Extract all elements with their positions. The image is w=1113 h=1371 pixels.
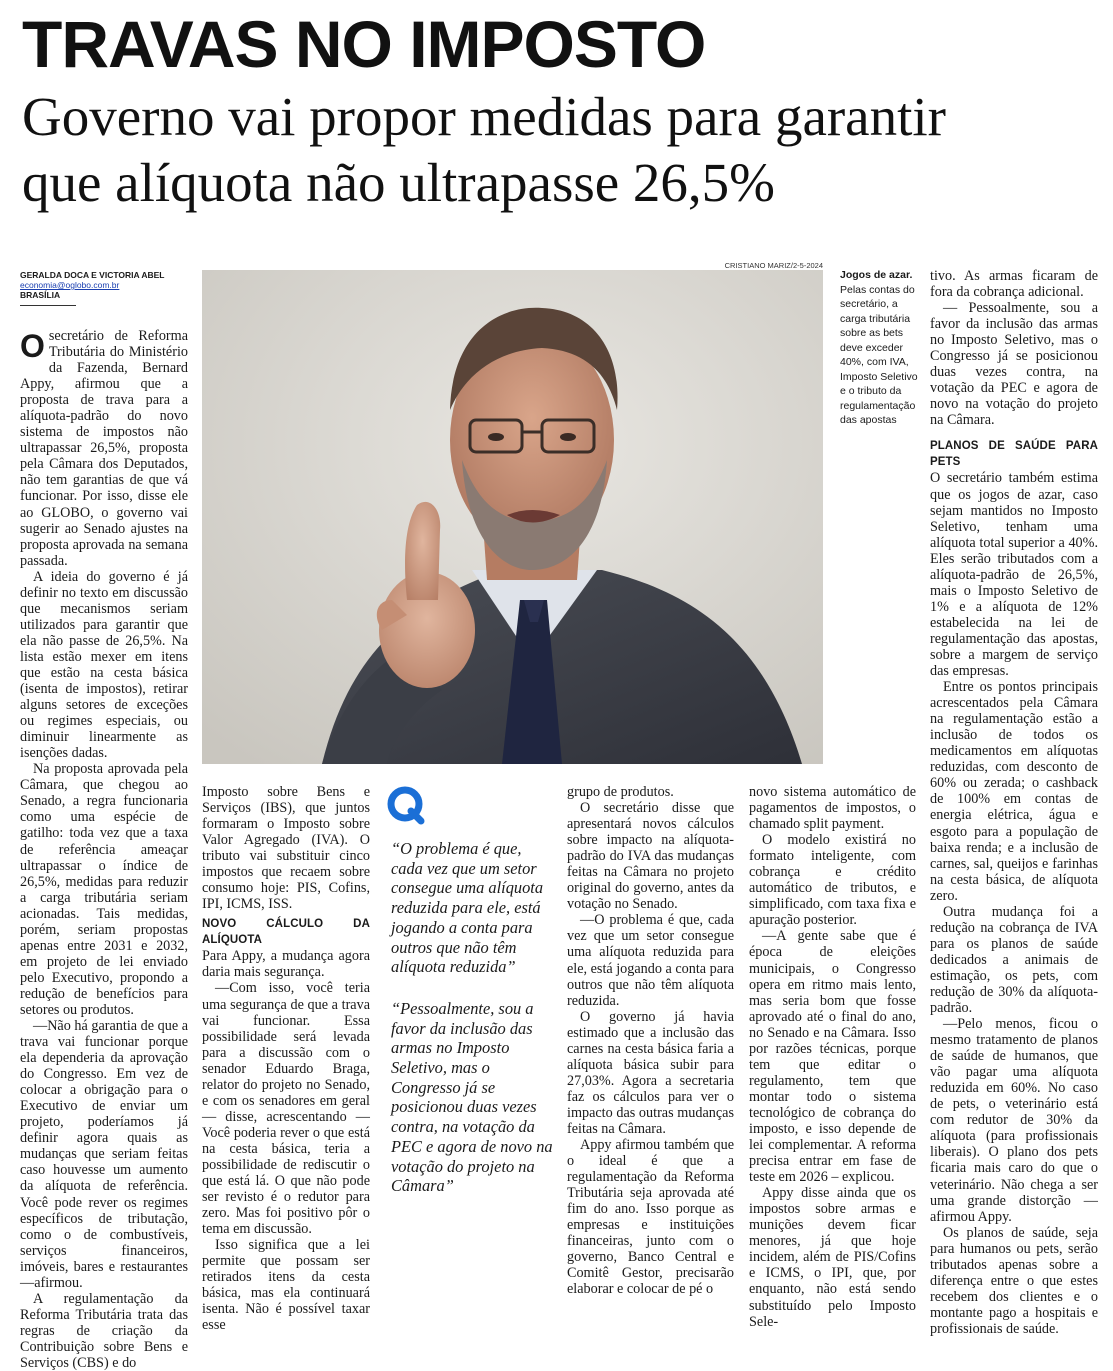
pull-quote-1: “O problema é que, cada vez que um setor consegue uma alíquota reduzida para ele, está jogando a conta para outros que não têm alíquota reduzida”	[391, 839, 544, 977]
headline-line-1: Governo vai propor medidas para garantir	[22, 86, 946, 147]
paragraph: Osecretário de Reforma Tributária do Ministério da Fazenda, Bernard Appy, afirmou que a proposta de trava para a alíquota-padrão do novo sistema de impostos não ultrapassar 26,5%, proposta pela Câmara dos Deputados, não tem garantias de que vá funcionar. Por isso, disse ele ao GLOBO, o governo vai sugerir ao Senado ajustes na proposta aprovada na semana passada.	[20, 328, 188, 569]
paragraph: novo sistema automático de pagamentos de impostos, o chamado split payment.	[749, 784, 916, 833]
subheading-planos-saude-pets: PLANOS DE SAÚDE PARA PETS	[930, 440, 1098, 469]
paragraph: O governo já havia estimado que a inclusão das carnes na cesta básica faria a alíquota básica subir para 27,03%. Agora a secretaria faz os cálculos para ver o impacto das outras mudanças feitas na Câmara.	[567, 1008, 734, 1137]
paragraph: — Pessoalmente, sou a favor da inclusão das armas no Imposto Seletivo, mas o Congresso já se posicionou duas vezes contra, na votação da PEC e agora de novo na votação do projeto na Câmara.	[930, 300, 1098, 429]
paragraph: —A gente sabe que é época de eleições municipais, o Congresso opera em ritmo mais lento, mas seria bom que fosse aprovado até o final do ano, no Senado e na Câmara. Isso por razões técnicas, porque tem que editar o regulamento, tem que montar todo o sistema tecnológico de cobrança do imposto, e isso depende de lei complementar. A reforma precisa entrar em fase de teste em 2026 – explicou.	[749, 928, 916, 1186]
byline-city: BRASÍLIA	[20, 290, 61, 300]
headline-line-2: que alíquota não ultrapasse 26,5%	[22, 152, 775, 213]
paragraph: A ideia do governo é já definir no texto em discussão que mecanismos seriam utilizados para garantir que ela não passe de 26,5%. Na lista estão mexer em itens que estão na cesta básica (isenta de impostos), retirar alguns setores de exceções ou regimes especiais, ou diminuir linearmente as isenções dadas.	[20, 568, 188, 762]
paragraph: Imposto sobre Bens e Serviços (IBS), que juntos formaram o Imposto sobre Valor Agregado (IVA). O tributo vai substituir cinco impostos que recaem sobre consumo hoje: PIS, Cofins, IPI, ICMS, ISS.	[202, 784, 370, 913]
caption-title: Jogos de azar.	[840, 269, 913, 281]
byline-authors: GERALDA DOCA E VICTORIA ABEL	[20, 270, 165, 280]
photo-credit: CRISTIANO MARIZ/2-5-2024	[724, 261, 823, 270]
paragraph: —Pelo menos, ficou o mesmo tratamento de planos de saúde de humanos, que vão pagar uma alíquota reduzida em 60%. No caso de pets, o veterinário está com redutor de 30% da alíquota (para profissionais liberais). O plano dos pets ficaria mais caro do que o veterinário. Não chega a ser uma grande distorção — afirmou Appy.	[930, 1016, 1098, 1225]
subheading-novo-calculo: NOVO CÁLCULO DA ALÍQUOTA	[202, 918, 370, 947]
article-column-3	[567, 784, 735, 1298]
paragraph: —O problema é que, cada vez que um setor consegue uma alíquota reduzida para ele, está jogando a conta para outros que não têm alíquota reduzida.	[567, 912, 735, 1009]
caption-text: Pelas contas do secretário, a carga tributária sobre as bets deve exceder 40%, com IVA, Imposto Seletivo e o tributo da regulamentação das apostas	[840, 283, 918, 426]
byline	[20, 270, 195, 306]
article-column-4	[749, 784, 916, 1330]
pull-quote-2: “Pessoalmente, sou a favor da inclusão das armas no Imposto Seletivo, mas o Congresso já se posicionou duas vezes contra, na votação da PEC e agora de novo na votação do projeto na Câmara”	[391, 998, 553, 1196]
photo-caption	[840, 268, 922, 428]
paragraph: Isso significa que a lei permite que possam ser retirados itens da cesta básica, mas ela continuará isenta. Não é possível taxar esse	[202, 1237, 370, 1334]
pull-quote-block	[383, 786, 553, 1196]
paragraph: A regulamentação da Reforma Tributária trata das regras de criação da Contribuição sobre Bens e Serviços (CBS) e do	[20, 1290, 188, 1371]
paragraph: Os planos de saúde, seja para humanos ou pets, serão tributados apenas sobre a diferença entre o que estes recebem dos clientes e o montante pago a hospitais e profissionais de saúde.	[930, 1224, 1098, 1337]
portrait-illustration	[202, 270, 823, 764]
paragraph: O modelo existirá no formato inteligente, com cobrança e crédito automático de tributos, e simplificado, com taxa fixa e apuração posterior.	[749, 832, 916, 929]
headline	[22, 84, 1102, 216]
paragraph: Na proposta aprovada pela Câmara, que chegou ao Senado, a regra funcionaria como uma espécie de gatilho: toda vez que a taxa de referência ameaçar ultrapassar o índice de 26,5%, medidas para reduzir a carga tributária seriam acionadas. Tais medidas, porém, seriam propostas apenas entre 2031 e 2032, em projeto de lei enviado pelo Executivo, propondo a redução de benefícios para setores ou produtos.	[20, 761, 188, 1018]
photo-bernard-appy	[202, 270, 823, 764]
paragraph: O secretário também estima que os jogos de azar, caso sejam mantidos no Imposto Seletivo, tenham uma alíquota total superior a 40%. Eles serão tributados com a alíquota-padrão de 26,5%, mais o Imposto Seletivo de 1% e a alíquota de 12% estabelecida na lei de regulamentação das apostas, sobre a margem de serviço das empresas.	[930, 470, 1098, 680]
kicker: TRAVAS NO IMPOSTO	[22, 7, 706, 81]
article-column-2	[202, 784, 370, 1334]
paragraph: Appy disse ainda que os impostos sobre armas e munições devem ficar menores, já que hoje incidem, além de PIS/Cofins e ICMS, o IPI, que, por enquanto, não está sendo substituído pelo Imposto Sele-	[749, 1185, 916, 1330]
quote-icon	[387, 786, 427, 826]
paragraph: Appy afirmou também que o ideal é que a regulamentação da Reforma Tributária seja aprovada até fim do ano. Isso porque as empresas e instituições financeiras, junto com o governo, Banco Central e Comitê Gestor, precisarão elaborar e colocar de pé o	[567, 1137, 734, 1298]
paragraph: tivo. As armas ficaram de fora da cobrança adicional.	[930, 268, 1098, 301]
paragraph: grupo de produtos.	[567, 784, 674, 800]
paragraph: O secretário disse que apresentará novos cálculos sobre impacto na alíquota-padrão do IVA das mudanças feitas na Câmara no projeto original do governo, antes da votação no Senado.	[567, 800, 734, 913]
byline-email-link[interactable]: economia@oglobo.com.br	[20, 280, 120, 290]
paragraph: Outra mudança foi a redução na cobrança de IVA para os planos de saúde dedicados a animais de estimação, os pets, com redução de 30% da alíquota-padrão.	[930, 903, 1098, 1017]
drop-cap: O	[20, 328, 45, 364]
paragraph: Para Appy, a mudança agora daria mais segurança.	[202, 948, 370, 981]
article-column-1	[20, 328, 188, 1371]
paragraph: Entre os pontos principais acrescentados pela Câmara na regulamentação estão a inclusão de todos os medicamentos em alíquotas reduzidas, com desconto de 60% ou zerada; o cashback de 100% em contas de energia elétrica, água e esgoto para a população de baixa renda; e a inclusão de carnes, sal, queijos e farinhas na cesta básica, de alíquota zero.	[930, 679, 1098, 904]
paragraph: —Com isso, você teria uma segurança de que a trava vai funcionar. Essa possibilidade será levada para a discussão com o senador Eduardo Braga, relator do projeto no Senado, e com os senadores em geral — disse, acrescentando — Você poderia rever o que está na cesta básica, teria a possibilidade de rediscutir o que está lá. O que não pode ser revisto é o redutor para zero. Mas foi positivo pôr o tema em discussão.	[202, 980, 370, 1238]
paragraph: —Não há garantia de que a trava vai funcionar porque ela dependeria da aprovação do Congresso. Em vez de colocar a obrigação para o Executivo de enviar um projeto, poderíamos já definir agora quais as mudanças que seriam feitas caso houvesse um aumento da alíquota de referência. Você pode rever os regimes específicos de tributação, como o de combustíveis, serviços financeiros, imóveis, bares e restaurantes —afirmou.	[20, 1018, 188, 1291]
article-column-5	[930, 268, 1098, 1337]
byline-rule	[20, 305, 76, 306]
